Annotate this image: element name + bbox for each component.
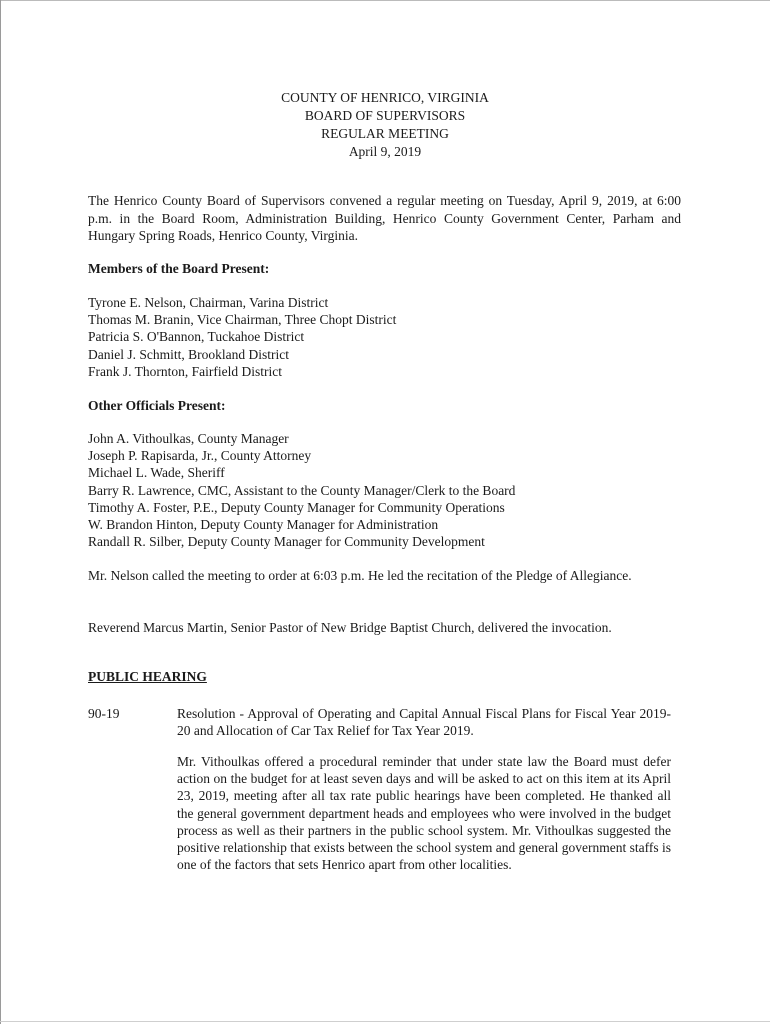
- official-item: Michael L. Wade, Sheriff: [88, 465, 225, 481]
- member-item: Patricia S. O'Bannon, Tuckahoe District: [88, 329, 305, 345]
- intro-paragraph: The Henrico County Board of Supervisors convened a regular meeting on Tuesday, April 9, 2019, at 6:00 p.m. in the Board Room, Administration Building, Henrico County Government Center, Parham and Hungary Spring Roads, Henrico County, Virginia.: [88, 193, 681, 243]
- official-item: W. Brandon Hinton, Deputy County Manager for Administration: [88, 517, 439, 533]
- official-item: John A. Vithoulkas, County Manager: [88, 431, 289, 446]
- scan-edge-top: [0, 0, 770, 1]
- official-item: Joseph P. Rapisarda, Jr., County Attorney: [88, 448, 312, 464]
- official-item: Timothy A. Foster, P.E., Deputy County Manager for Community Operations: [88, 499, 505, 515]
- members-heading: Members of the Board Present:: [88, 261, 270, 276]
- header-date: April 9, 2019: [348, 144, 422, 159]
- header-meeting-type: REGULAR MEETING: [321, 126, 449, 141]
- document-header: [0, 89, 770, 161]
- officials-heading: Other Officials Present:: [88, 398, 226, 413]
- members-list: [88, 294, 396, 380]
- official-item: Randall R. Silber, Deputy County Manager for Community Development: [88, 534, 485, 550]
- invocation-paragraph: Reverend Marcus Martin, Senior Pastor of New Bridge Baptist Church, delivered the invocation.: [88, 620, 612, 635]
- member-item: Thomas M. Branin, Vice Chairman, Three Chopt District: [88, 312, 397, 328]
- scan-edge-bottom: [0, 1021, 770, 1022]
- agenda-item-title: Resolution - Approval of Operating and Capital Annual Fiscal Plans for Fiscal Year 2019-20 and Allocation of Car Tax Relief for Tax Year 2019.: [177, 706, 671, 739]
- officials-list: [88, 430, 515, 550]
- member-item: Daniel J. Schmitt, Brookland District: [88, 346, 289, 362]
- agenda-item-body: Mr. Vithoulkas offered a procedural reminder that under state law the Board must defer action on the budget for at least seven days and will be asked to act on this item at its April 23, 2019, meeting after all tax rate public hearings have been completed. He thanked all the general government department heads and employees who were involved in the budget process as well as their partners in the public school system. Mr. Vithoulkas suggested the positive relationship that exists between the school system and general government staffs is one of the factors that sets Henrico apart from other localities.: [177, 754, 671, 873]
- official-item: Barry R. Lawrence, CMC, Assistant to the County Manager/Clerk to the Board: [88, 482, 516, 498]
- member-item: Tyrone E. Nelson, Chairman, Varina District: [88, 295, 329, 310]
- header-county: COUNTY OF HENRICO, VIRGINIA: [281, 90, 489, 105]
- call-to-order-paragraph: Mr. Nelson called the meeting to order at 6:03 p.m. He led the recitation of the Pledge of Allegiance.: [88, 568, 632, 583]
- header-board: BOARD OF SUPERVISORS: [304, 108, 466, 123]
- member-item: Frank J. Thornton, Fairfield District: [88, 363, 282, 379]
- public-hearing-heading: PUBLIC HEARING: [88, 669, 207, 684]
- agenda-item-number: 90-19: [88, 706, 120, 721]
